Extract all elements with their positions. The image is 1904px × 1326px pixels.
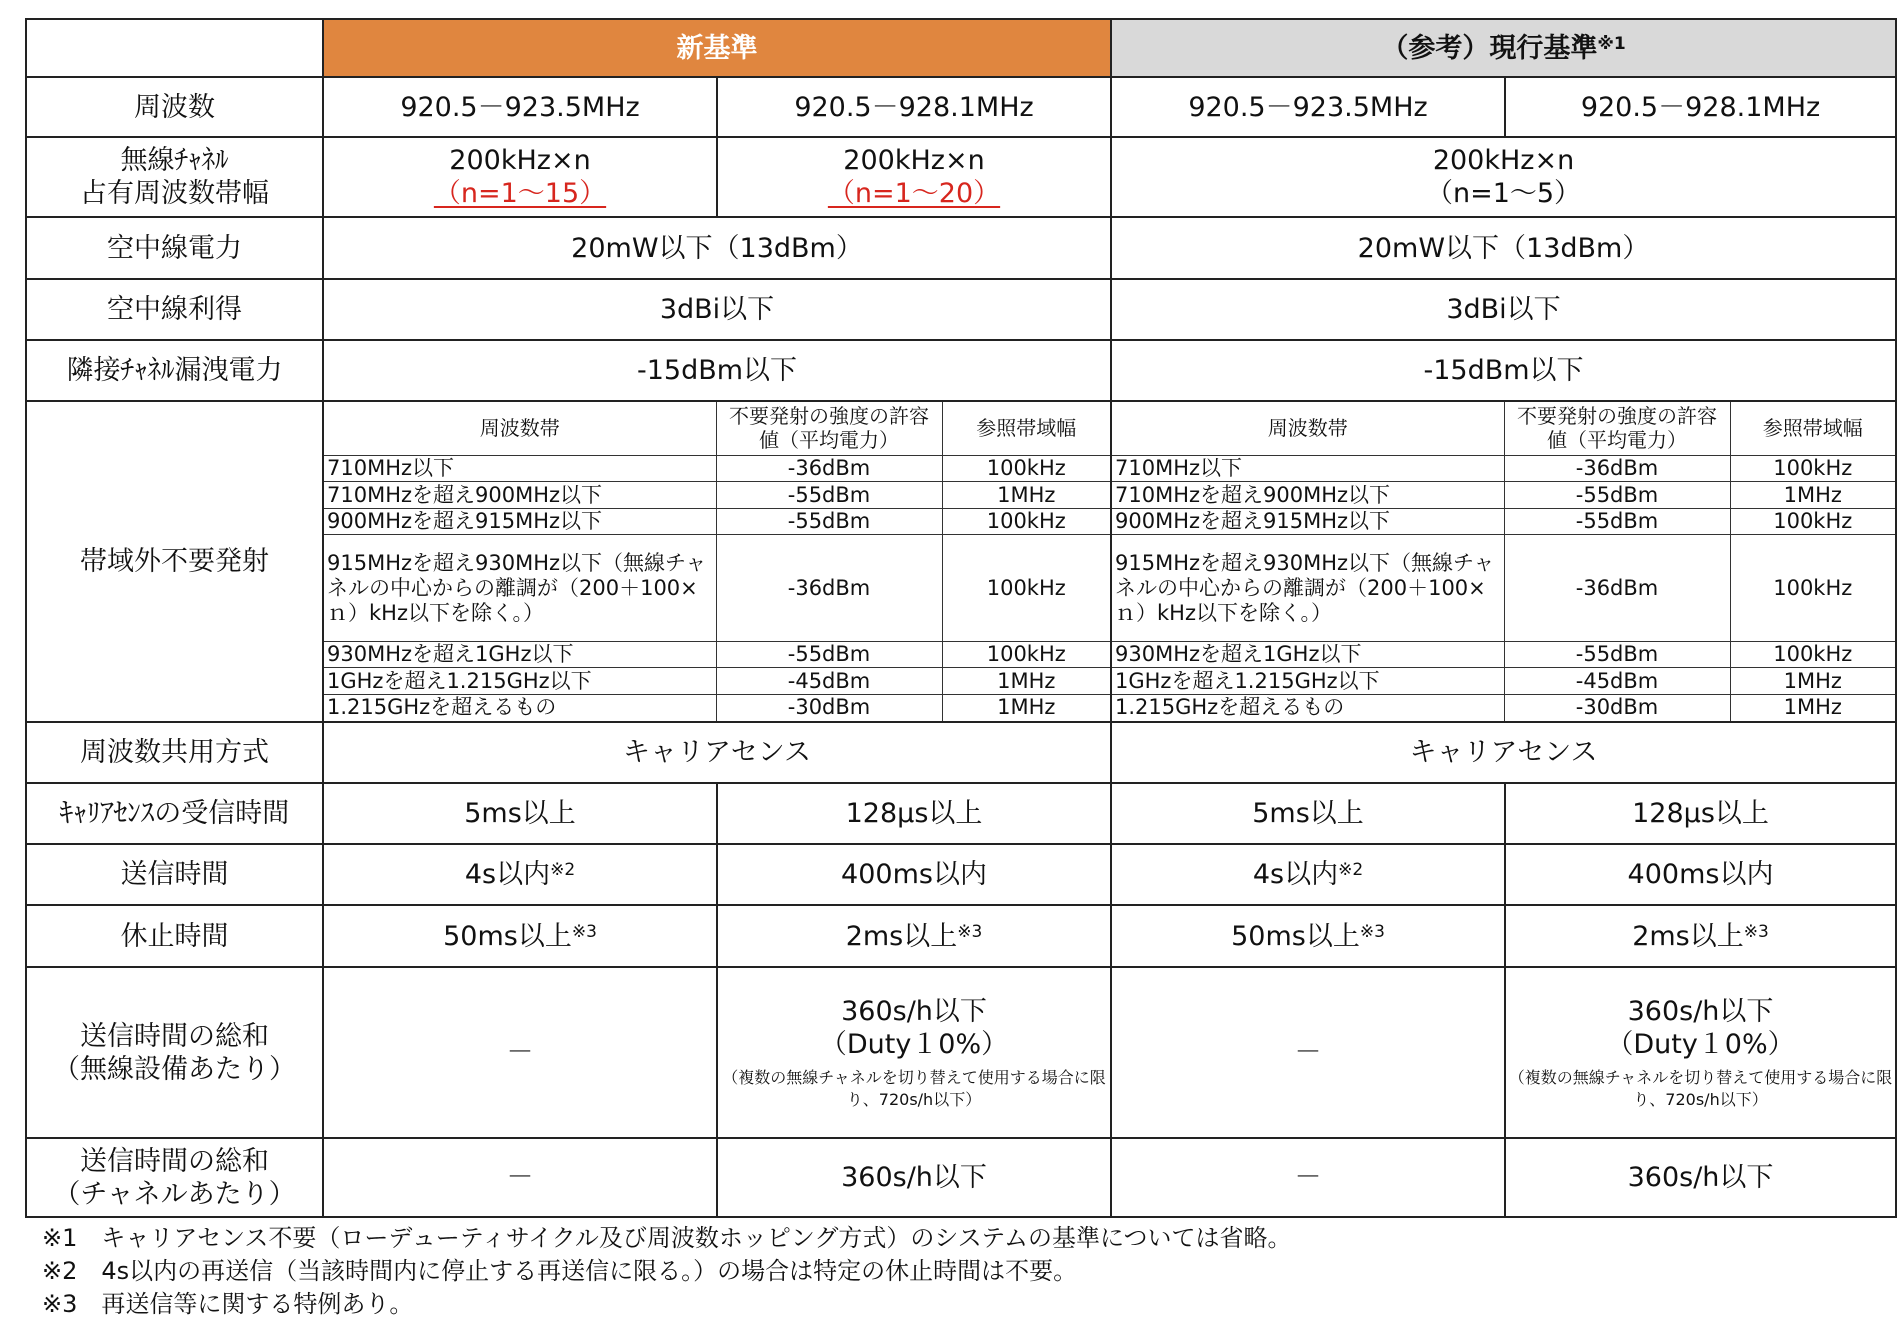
ref-cell: 20mW以下（13dBm） bbox=[1111, 217, 1896, 279]
spurious-subtable bbox=[1112, 402, 1895, 721]
new-cell: 3dBi以下 bbox=[323, 279, 1111, 340]
new-cell: 2ms以上$^{※3}$ bbox=[717, 905, 1111, 967]
row-label: 隣接ﾁｬﾈﾙ漏洩電力 bbox=[26, 340, 323, 401]
adjacent-row bbox=[26, 340, 1896, 401]
row-label: 空中線電力 bbox=[26, 217, 323, 279]
row-label: 送信時間の総和 （無線設備あたり） bbox=[26, 967, 323, 1138]
subtable-row bbox=[324, 535, 1110, 641]
footnote-2: ※2 4s以内の再送信（当該時間内に停止する再送信に限る。）の場合は特定の休止時間は不要。 bbox=[42, 1257, 1078, 1285]
header-row bbox=[26, 19, 1896, 77]
band-cell: 900MHzを超え915MHz以下 bbox=[324, 508, 716, 535]
band-cell: 710MHzを超え900MHz以下 bbox=[324, 482, 716, 509]
rbw-cell: 1MHz bbox=[1730, 482, 1895, 509]
limit-cell: -55dBm bbox=[716, 641, 942, 668]
rbw-cell: 1MHz bbox=[942, 694, 1110, 721]
limit-cell: -36dBm bbox=[1504, 455, 1730, 482]
footnotes bbox=[42, 1222, 1882, 1321]
band-cell: 710MHz以下 bbox=[1112, 455, 1504, 482]
limit-cell: -36dBm bbox=[1504, 535, 1730, 641]
subtable-header-cell: 周波数帯 bbox=[324, 402, 716, 455]
footnote-text: （複数の無線チャネルを切り替えて使用する場合に限り、720s/h以下） bbox=[1508, 1067, 1893, 1109]
band-cell: 1.215GHzを超えるもの bbox=[1112, 694, 1504, 721]
new-cell: 920.5－928.1MHz bbox=[717, 77, 1111, 137]
band-cell: 1GHzを超え1.215GHz以下 bbox=[324, 668, 716, 695]
subtable-row bbox=[324, 641, 1110, 668]
ref-cell: 5ms以上 bbox=[1111, 783, 1505, 844]
limit-cell: -55dBm bbox=[1504, 508, 1730, 535]
subtable-header bbox=[324, 402, 1110, 455]
ref-cell: － bbox=[1111, 967, 1505, 1138]
limit-cell: -45dBm bbox=[716, 668, 942, 695]
row-label: 周波数共用方式 bbox=[26, 722, 323, 783]
subtable-row bbox=[1112, 455, 1895, 482]
sharing-row bbox=[26, 722, 1896, 783]
footnote-text: （複数の無線チャネルを切り替えて使用する場合に限り、720s/h以下） bbox=[722, 1067, 1106, 1109]
rbw-cell: 1MHz bbox=[1730, 668, 1895, 695]
ref-cell: -15dBm以下 bbox=[1111, 340, 1896, 401]
row-label: 無線ﾁｬﾈﾙ 占有周波数帯幅 bbox=[26, 137, 323, 217]
new-cell: 360s/h以下 （Duty１0%） （複数の無線チャネルを切り替えて使用する場合に限り、720s/h以下） bbox=[717, 967, 1111, 1138]
ref-cell: 360s/h以下 bbox=[1505, 1138, 1896, 1217]
band-cell: 900MHzを超え915MHz以下 bbox=[1112, 508, 1504, 535]
row-label: ｷｬﾘｱｾﾝｽの受信時間 bbox=[26, 783, 323, 844]
highlight-text: （n=1～15） bbox=[433, 178, 607, 209]
ref-cell: 3dBi以下 bbox=[1111, 279, 1896, 340]
band-cell: 930MHzを超え1GHz以下 bbox=[1112, 641, 1504, 668]
tx-time-row bbox=[26, 844, 1896, 905]
subtable-row bbox=[1112, 641, 1895, 668]
subtable-row bbox=[1112, 482, 1895, 509]
rbw-cell: 100kHz bbox=[942, 641, 1110, 668]
ref-cell: 400ms以内 bbox=[1505, 844, 1896, 905]
subtable-row bbox=[324, 668, 1110, 695]
new-cell: -15dBm以下 bbox=[323, 340, 1111, 401]
rbw-cell: 100kHz bbox=[1730, 508, 1895, 535]
new-cell: 360s/h以下 bbox=[717, 1138, 1111, 1217]
limit-cell: -30dBm bbox=[716, 694, 942, 721]
rbw-cell: 100kHz bbox=[942, 508, 1110, 535]
new-standard-header: 新基準 bbox=[323, 19, 1111, 77]
subtable-header-cell: 不要発射の強度の許容値（平均電力） bbox=[1504, 402, 1730, 455]
limit-cell: -55dBm bbox=[1504, 641, 1730, 668]
new-cell: 5ms以上 bbox=[323, 783, 717, 844]
rbw-cell: 1MHz bbox=[942, 482, 1110, 509]
new-spurious-cell bbox=[323, 401, 1111, 722]
ref-cell: － bbox=[1111, 1138, 1505, 1217]
standards-table bbox=[25, 18, 1897, 1218]
rbw-cell: 100kHz bbox=[1730, 641, 1895, 668]
rbw-cell: 100kHz bbox=[942, 535, 1110, 641]
subtable-row bbox=[1112, 535, 1895, 641]
rbw-cell: 100kHz bbox=[1730, 455, 1895, 482]
spurious-subtable bbox=[324, 402, 1110, 721]
row-label: 周波数 bbox=[26, 77, 323, 137]
subtable-row bbox=[324, 455, 1110, 482]
new-cell: 20mW以下（13dBm） bbox=[323, 217, 1111, 279]
subtable-row bbox=[324, 482, 1110, 509]
ref-cell: 920.5－923.5MHz bbox=[1111, 77, 1505, 137]
ref-cell: 2ms以上$^{※3}$ bbox=[1505, 905, 1896, 967]
ref-cell: 4s以内$^{※2}$ bbox=[1111, 844, 1505, 905]
ref-cell: 128μs以上 bbox=[1505, 783, 1896, 844]
row-label: 送信時間の総和 （チャネルあたり） bbox=[26, 1138, 323, 1217]
new-cell: － bbox=[323, 967, 717, 1138]
row-label: 空中線利得 bbox=[26, 279, 323, 340]
limit-cell: -30dBm bbox=[1504, 694, 1730, 721]
subtable-row bbox=[324, 508, 1110, 535]
spurious-row bbox=[26, 401, 1896, 722]
limit-cell: -55dBm bbox=[716, 508, 942, 535]
rbw-cell: 100kHz bbox=[942, 455, 1110, 482]
ref-cell: 920.5－928.1MHz bbox=[1505, 77, 1896, 137]
ref-cell: 200kHz×n （n=1～5） bbox=[1111, 137, 1896, 217]
pause-row bbox=[26, 905, 1896, 967]
new-cell: 4s以内$^{※2}$ bbox=[323, 844, 717, 905]
new-cell: 200kHz×n （n=1～20） bbox=[717, 137, 1111, 217]
band-cell: 1GHzを超え1.215GHz以下 bbox=[1112, 668, 1504, 695]
ref-cell: 50ms以上$^{※3}$ bbox=[1111, 905, 1505, 967]
subtable-header-cell: 不要発射の強度の許容値（平均電力） bbox=[716, 402, 942, 455]
new-cell: 400ms以内 bbox=[717, 844, 1111, 905]
frequency-row bbox=[26, 77, 1896, 137]
band-cell: 710MHz以下 bbox=[324, 455, 716, 482]
ref-spurious-cell bbox=[1111, 401, 1896, 722]
rbw-cell: 1MHz bbox=[1730, 694, 1895, 721]
highlight-text: （n=1～20） bbox=[827, 178, 1001, 209]
footnote-3: ※3 再送信等に関する特例あり。 bbox=[42, 1290, 414, 1318]
footnote-1: ※1 キャリアセンス不要（ローデューティサイクル及び周波数ホッピング方式）のシステムの基準については省略。 bbox=[42, 1224, 1292, 1252]
new-cell: 128μs以上 bbox=[717, 783, 1111, 844]
header-corner bbox=[26, 19, 323, 77]
rbw-cell: 100kHz bbox=[1730, 535, 1895, 641]
subtable-row bbox=[324, 694, 1110, 721]
subtable-header-cell: 周波数帯 bbox=[1112, 402, 1504, 455]
subtable-row bbox=[1112, 508, 1895, 535]
new-cell: 920.5－923.5MHz bbox=[323, 77, 717, 137]
row-label: 帯域外不要発射 bbox=[26, 401, 323, 722]
band-cell: 915MHzを超え930MHz以下（無線チャネルの中心からの離調が（200＋100×ｎ）kHz以下を除く。） bbox=[324, 535, 716, 641]
rbw-cell: 1MHz bbox=[942, 668, 1110, 695]
limit-cell: -36dBm bbox=[716, 535, 942, 641]
new-cell: キャリアセンス bbox=[323, 722, 1111, 783]
new-cell: 200kHz×n （n=1～15） bbox=[323, 137, 717, 217]
band-cell: 710MHzを超え900MHz以下 bbox=[1112, 482, 1504, 509]
subtable-row bbox=[1112, 694, 1895, 721]
ref-cell: 360s/h以下 （Duty１0%） （複数の無線チャネルを切り替えて使用する場合に限り、720s/h以下） bbox=[1505, 967, 1896, 1138]
band-cell: 1.215GHzを超えるもの bbox=[324, 694, 716, 721]
power-row bbox=[26, 217, 1896, 279]
new-cell: 50ms以上$^{※3}$ bbox=[323, 905, 717, 967]
band-cell: 930MHzを超え1GHz以下 bbox=[324, 641, 716, 668]
subtable-header-cell: 参照帯域幅 bbox=[1730, 402, 1895, 455]
cs-time-row bbox=[26, 783, 1896, 844]
bandwidth-row bbox=[26, 137, 1896, 217]
limit-cell: -36dBm bbox=[716, 455, 942, 482]
total-channel-row bbox=[26, 1138, 1896, 1217]
total-equipment-row bbox=[26, 967, 1896, 1138]
limit-cell: -55dBm bbox=[716, 482, 942, 509]
limit-cell: -45dBm bbox=[1504, 668, 1730, 695]
ref-cell: キャリアセンス bbox=[1111, 722, 1896, 783]
subtable-header bbox=[1112, 402, 1895, 455]
new-cell: － bbox=[323, 1138, 717, 1217]
band-cell: 915MHzを超え930MHz以下（無線チャネルの中心からの離調が（200＋100×ｎ）kHz以下を除く。） bbox=[1112, 535, 1504, 641]
reference-standard-header: （参考）現行基準$^{※1}$ bbox=[1111, 19, 1896, 77]
gain-row bbox=[26, 279, 1896, 340]
row-label: 休止時間 bbox=[26, 905, 323, 967]
subtable-header-cell: 参照帯域幅 bbox=[942, 402, 1110, 455]
limit-cell: -55dBm bbox=[1504, 482, 1730, 509]
row-label: 送信時間 bbox=[26, 844, 323, 905]
subtable-row bbox=[1112, 668, 1895, 695]
